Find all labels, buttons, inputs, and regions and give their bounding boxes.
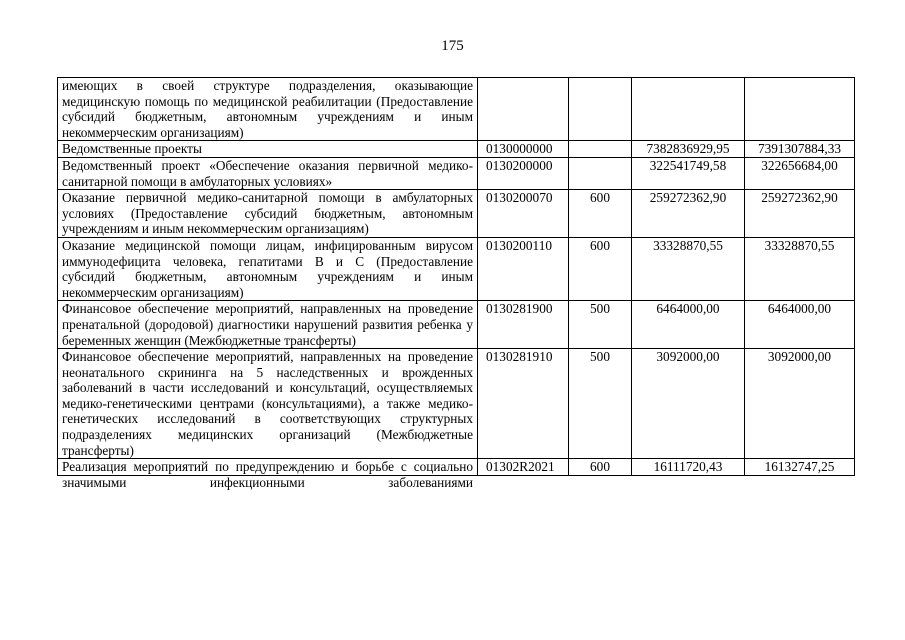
row-code: 01302R2021 [478, 459, 569, 476]
table-row [58, 78, 855, 141]
table-row [58, 459, 855, 476]
row-sum-year2 [745, 78, 855, 141]
row-expense-type: 600 [569, 459, 632, 476]
row-sum-year1: 6464000,00 [632, 301, 745, 349]
row-sum-year2: 259272362,90 [745, 190, 855, 238]
row-expense-type [569, 78, 632, 141]
row-expense-type: 600 [569, 190, 632, 238]
row-name: Финансовое обеспечение мероприятий, направленных на проведение неонатального скрининга на 5 наследственных и врожденных заболеваний в части исследований и консультаций, осуществляемых медико-генетическими центрами (консультациями), а также медико-генетических исследований в соответствующих структурных подразделениях медицинских организаций (Межбюджетные трансферты) [58, 349, 478, 459]
row-name: Финансовое обеспечение мероприятий, направленных на проведение пренатальной (дородовой) диагностики нарушений развития ребенка у беременных женщин (Межбюджетные трансферты) [58, 301, 478, 349]
row-name: Оказание медицинской помощи лицам, инфицированным вирусом иммунодефицита человека, гепатитами B и C (Предоставление субсидий бюджетным, автономным учреждениям и иным некоммерческим организациям) [58, 237, 478, 300]
page-number: 175 [441, 38, 464, 54]
table-row [58, 301, 855, 349]
row-code: 0130200000 [478, 157, 569, 189]
table-row [58, 237, 855, 300]
row-name: Оказание первичной медико-санитарной помощи в амбулаторных условиях (Предоставление субсидий бюджетным, автономным учреждениям и иным некоммерческим организациям) [58, 190, 478, 238]
row-sum-year2: 16132747,25 [745, 459, 855, 476]
row-sum-year1: 3092000,00 [632, 349, 745, 459]
row-sum-year1: 259272362,90 [632, 190, 745, 238]
table-row [58, 190, 855, 238]
row-sum-year2: 322656684,00 [745, 157, 855, 189]
row-expense-type: 500 [569, 349, 632, 459]
row-sum-year1: 7382836929,95 [632, 141, 745, 158]
row-code: 0130281910 [478, 349, 569, 459]
row-name: имеющих в своей структуре подразделения, оказывающие медицинскую помощь по медицинской реабилитации (Предоставление субсидий бюджетным, автономным учреждениям и иным некоммерческим организациям) [58, 78, 478, 141]
row-expense-type: 600 [569, 237, 632, 300]
row-sum-year2: 6464000,00 [745, 301, 855, 349]
row-code: 0130200110 [478, 237, 569, 300]
table-row [58, 349, 855, 459]
row-sum-year1: 322541749,58 [632, 157, 745, 189]
row-name-text: Реализация мероприятий по предупреждению и борьбе с социально значимыми инфекционными заболеваниями [62, 459, 473, 490]
row-code: 0130281900 [478, 301, 569, 349]
row-name [58, 459, 478, 490]
budget-table [57, 77, 855, 490]
row-code: 0130000000 [478, 141, 569, 158]
row-name: Ведомственные проекты [58, 141, 478, 158]
row-sum-year2: 33328870,55 [745, 237, 855, 300]
table-row [58, 141, 855, 158]
row-expense-type: 500 [569, 301, 632, 349]
row-expense-type [569, 141, 632, 158]
row-sum-year2: 3092000,00 [745, 349, 855, 459]
row-code [478, 78, 569, 141]
row-sum-year1: 33328870,55 [632, 237, 745, 300]
row-name: Ведомственный проект «Обеспечение оказания первичной медико-санитарной помощи в амбулаторных условиях» [58, 157, 478, 189]
table-row [58, 157, 855, 189]
row-sum-year1 [632, 78, 745, 141]
row-code: 0130200070 [478, 190, 569, 238]
row-sum-year2: 7391307884,33 [745, 141, 855, 158]
row-expense-type [569, 157, 632, 189]
row-sum-year1: 16111720,43 [632, 459, 745, 476]
